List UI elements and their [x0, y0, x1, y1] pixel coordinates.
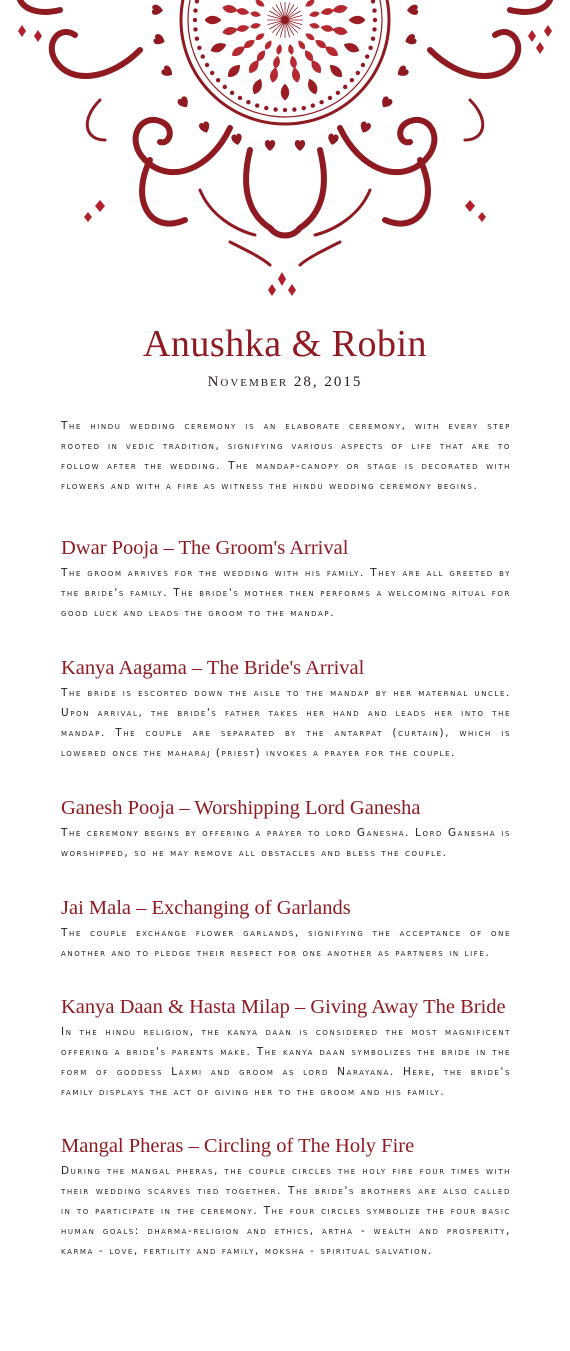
section-heading: Ganesh Pooja – Worshipping Lord Ganesha: [61, 797, 421, 819]
couple-names: Anushka & Robin: [142, 323, 428, 365]
section-ganesh-pooja: [61, 796, 511, 863]
section-text: During the mangal pheras, the couple circles the holy fire four times with their wedding scarves tied together. The bride's brothers are also called in to participate in the ceremony. The four circles symbolize the four basic human goals: dharma-religion and ethics, artha - wealth and prosperity, karma - love, fertility and family, moksha - spiritual salvation.: [61, 1165, 511, 1257]
section-text: The bride is escorted down the aisle to the mandap by her maternal uncle. Upon arrival, the bride's father takes her hand and leads her into the mandap. The couple are separated by the antarpat (curtain), which is lowered once the maharaj (priest) invokes a prayer for the couple.: [61, 687, 511, 759]
section-text: The ceremony begins by offering a prayer to lord Ganesha. Lord Ganesha is worshipped, so he may remove all obstacles and bless the couple.: [61, 827, 511, 859]
section-kanya-aagama: [61, 656, 511, 763]
section-heading: Dwar Pooja – The Groom's Arrival: [61, 537, 349, 559]
section-heading: Kanya Daan & Hasta Milap – Giving Away The Bride: [61, 996, 506, 1018]
section-jai-mala: [61, 896, 511, 963]
section-kanya-daan: [61, 995, 511, 1102]
section-heading: Jai Mala – Exchanging of Garlands: [61, 897, 351, 919]
section-mangal-pheras: [61, 1134, 511, 1261]
section-text: The couple exchange flower garlands, signifying the acceptance of one another and to pledge their respect for one another as partners in life.: [61, 927, 511, 959]
mandala-ornament: [0, 0, 570, 310]
section-heading: Kanya Aagama – The Bride's Arrival: [61, 657, 365, 679]
section-heading: Mangal Pheras – Circling of The Holy Fire: [61, 1135, 415, 1157]
wedding-date: November 28, 2015: [207, 374, 363, 390]
section-text: In the hindu religion, the kanya daan is considered the most magnificent offering a bride's parents make. The kanya daan symbolizes the bride in the form of goddess Laxmi and groom as lord Narayana. Here, the bride's family displays the act of giving her to the groom and his family.: [61, 1026, 511, 1098]
intro-paragraph: The hindu wedding ceremony is an elaborate ceremony, with every step rooted in vedic tradition, signifying various aspects of life that are to follow after the wedding. The mandap-canopy or stage is decorated with flowers and with a fire as witness the hindu wedding ceremony begins.: [61, 420, 511, 492]
section-text: The groom arrives for the wedding with his family. They are all greeted by the bride's family. The bride's mother then performs a welcoming ritual for good luck and leads the groom to the mandap.: [61, 567, 511, 619]
section-dwar-pooja: [61, 536, 511, 623]
